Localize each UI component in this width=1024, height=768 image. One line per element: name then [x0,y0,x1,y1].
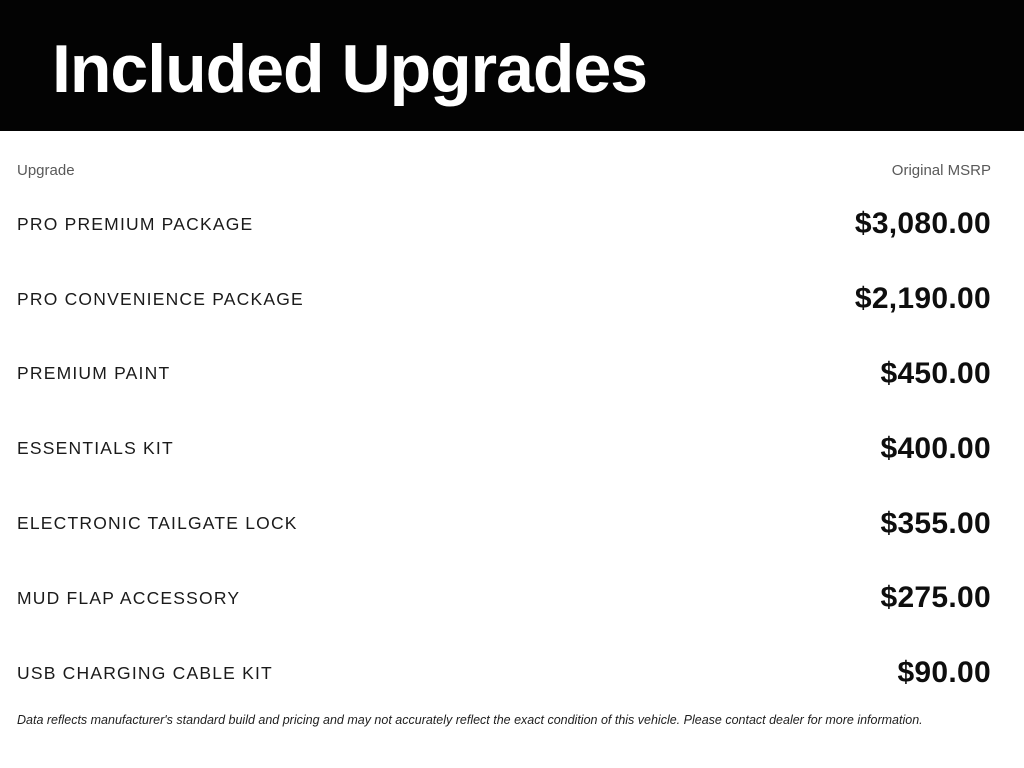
upgrade-name: PRO PREMIUM PACKAGE [17,213,254,234]
table-row [17,337,991,412]
page-title: Included Upgrades [52,31,648,107]
table-row [17,636,991,711]
column-header-original-msrp: Original MSRP [891,161,991,179]
table-row [17,187,991,262]
upgrade-msrp: $90.00 [897,656,991,690]
table-body [17,187,991,711]
upgrades-table [0,131,1024,727]
table-row [17,262,991,337]
upgrade-msrp: $450.00 [880,356,991,390]
page-header [0,0,1024,131]
upgrade-msrp: $3,080.00 [854,207,991,241]
disclaimer-text: Data reflects manufacturer's standard build and pricing and may not accurately reflect the exact condition of this vehicle. Please contact dealer for more information. [17,712,923,727]
upgrade-name: MUD FLAP ACCESSORY [17,587,241,608]
upgrade-name: ELECTRONIC TAILGATE LOCK [17,513,298,534]
table-row [17,561,991,636]
column-header-upgrade: Upgrade [17,161,75,179]
upgrade-name: PRO CONVENIENCE PACKAGE [17,288,304,309]
upgrade-msrp: $355.00 [880,506,991,540]
upgrade-name: USB CHARGING CABLE KIT [17,662,273,683]
upgrade-msrp: $275.00 [880,581,991,615]
upgrade-msrp: $400.00 [880,431,991,465]
table-row [17,411,991,486]
table-row [17,486,991,561]
upgrade-msrp: $2,190.00 [854,282,991,316]
upgrade-name: PREMIUM PAINT [17,363,171,384]
upgrade-name: ESSENTIALS KIT [17,438,174,459]
table-header-row [17,153,991,187]
